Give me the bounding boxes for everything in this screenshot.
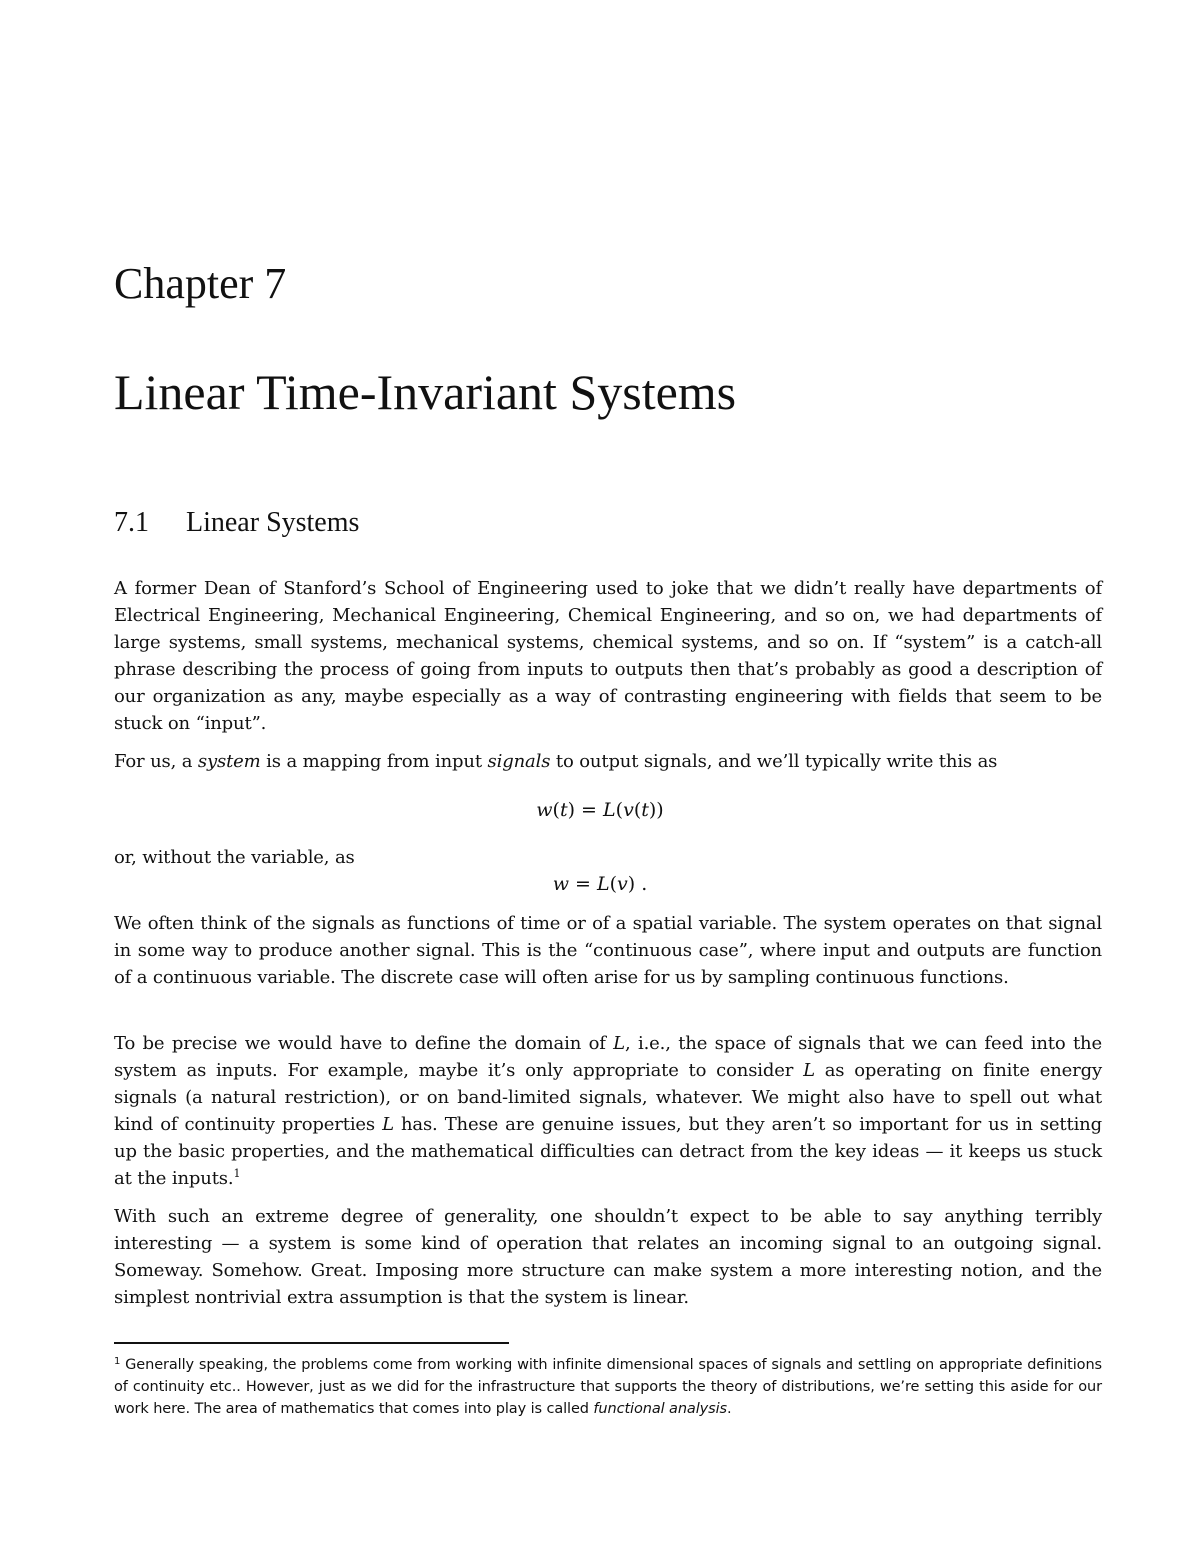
math-symbol: L xyxy=(603,799,616,821)
equation-without-variable: w = L(v) . xyxy=(552,873,648,895)
math-symbol: w xyxy=(536,799,553,821)
math-symbol: v xyxy=(623,799,634,821)
math-symbol: t xyxy=(641,799,649,821)
section-heading xyxy=(114,505,359,541)
paragraph-signals: We often think of the signals as functions of time or of a spatial variable. The system operates on that signal in some way to produce another signal. This is the “continuous case”, where input and outputs are function of a continuous variable. The discrete case will often arise for us by sampling continuous functions. xyxy=(114,913,1102,988)
text-run: To be precise we would have to define the domain of xyxy=(114,1033,614,1054)
text-run: , i.e., the space of signals that we can feed into the system as inputs. For example, maybe it’s only appropriate to consider xyxy=(114,1033,1102,1081)
equation-with-variable: w(t) = L(v(t)) xyxy=(536,799,664,821)
section-title: Linear Systems xyxy=(186,507,360,538)
footnote-mark: 1 xyxy=(114,1356,121,1367)
footnote-divider xyxy=(114,1342,509,1344)
math-symbol: L xyxy=(613,1033,625,1054)
math-symbol: L xyxy=(596,873,610,895)
math-symbol: w xyxy=(552,873,569,895)
footnote xyxy=(114,1354,1102,1420)
text-run: as operating on finite energy signals (a natural restriction), or on band-limited signals, whatever. We might also have to spell out what kind of continuity properties xyxy=(114,1060,1102,1135)
term-system: system xyxy=(197,751,261,772)
paragraph-generality: With such an extreme degree of generality, one shouldn’t expect to be able to say anything terribly interesting — a system is some kind of operation that relates an incoming signal to an outgoing signal. Someway. Somehow. Great. Imposing more structure can make system a more interesting notion, and the simplest nontrivial extra assumption is that the system is linear. xyxy=(114,1206,1102,1308)
math-symbol: L xyxy=(382,1114,394,1135)
math-symbol: L xyxy=(803,1060,815,1081)
text-run: has. These are genuine issues, but they aren’t so important for us in setting up the basic properties, and the mathematical difficulties can detract from the key ideas — it keeps us stuck at the inputs. xyxy=(114,1114,1102,1189)
math-symbol: v xyxy=(617,873,628,895)
text-run: to output signals, and we’ll typically write this as xyxy=(550,751,998,772)
math-symbol: t xyxy=(559,799,568,821)
chapter-label: Chapter 7 xyxy=(114,259,287,308)
paragraph-domain xyxy=(114,1030,1102,1192)
footnote-end: . xyxy=(726,1401,732,1417)
footnote-term: functional analysis xyxy=(593,1401,727,1417)
text-run: For us, a xyxy=(114,751,198,772)
section-number: 7.1 xyxy=(114,507,149,538)
footnote-reference[interactable]: 1 xyxy=(233,1167,241,1180)
footnote-text: Generally speaking, the problems come from working with infinite dimensional spaces of signals and settling on appropriate definitions of continuity etc.. However, just as we did for the infrastructure that supports the theory of distributions, we’re setting this aside for our work here. The area of mathematics that comes into play is called xyxy=(114,1357,1102,1417)
paragraph-without-variable: or, without the variable, as xyxy=(114,847,355,868)
paragraph-intro: A former Dean of Stanford’s School of Engineering used to joke that we didn’t really have departments of Electrical Engineering, Mechanical Engineering, Chemical Engineering, and so on, we had departments of large systems, small systems, mechanical systems, chemical systems, and so on. If “system” is a catch-all phrase describing the process of going from inputs to outputs then that’s probably as good a description of our organization as any, maybe especially as a way of contrasting engineering with fields that seem to be stuck on “input”. xyxy=(114,578,1102,734)
paragraph-system-definition xyxy=(114,748,1102,775)
chapter-title: Linear Time-Invariant Systems xyxy=(114,364,737,420)
term-signals: signals xyxy=(487,751,551,772)
text-run: is a mapping from input xyxy=(260,751,488,772)
